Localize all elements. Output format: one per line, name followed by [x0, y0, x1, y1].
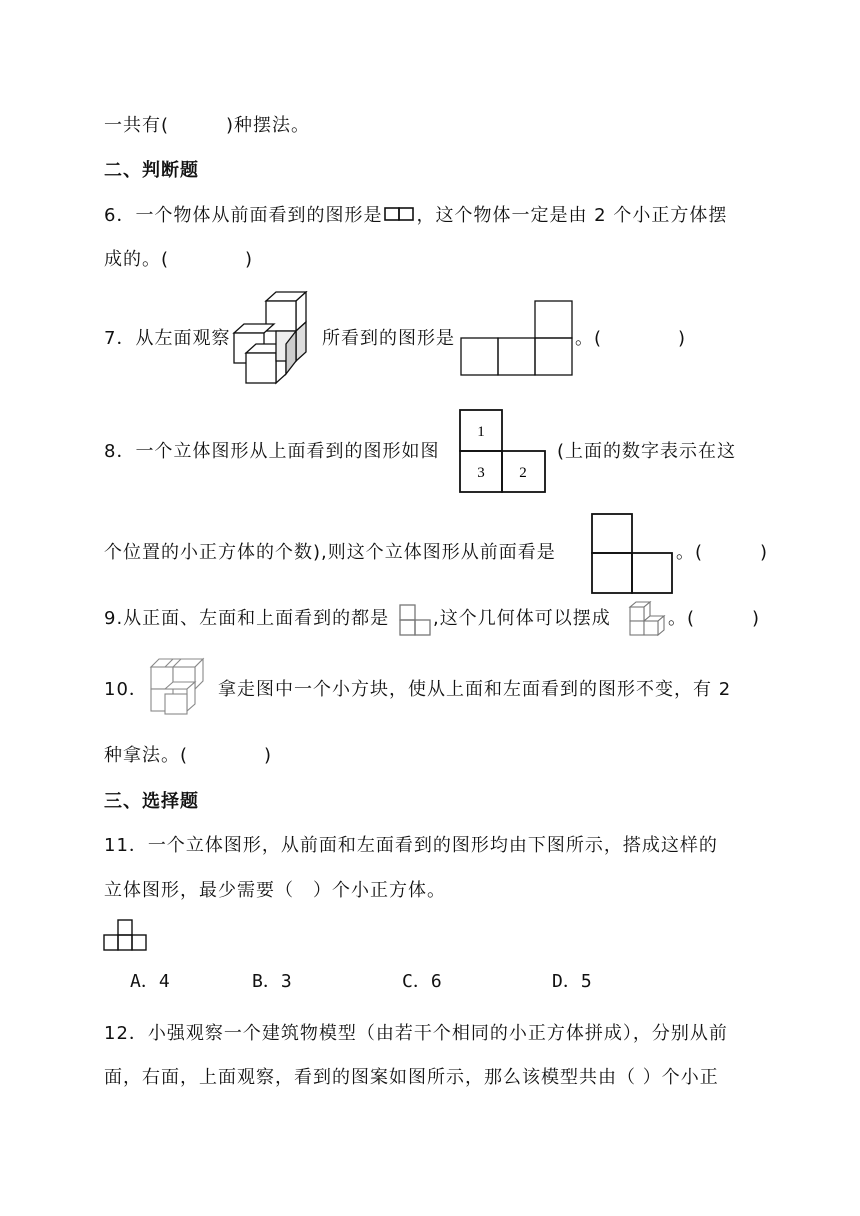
q10-cube-figure: [148, 656, 208, 718]
q9-solid-figure: [628, 600, 668, 638]
q10-text: 拿走图中一个小方块，使从上面和左面看到的图形不变，有 2: [218, 679, 732, 700]
q6-two-squares-figure: [384, 204, 414, 228]
q7-text-before: 7．从左面观察: [104, 328, 231, 349]
q7-cube-stack-figure: [232, 291, 312, 385]
q9-text-after: 。( ): [668, 608, 761, 629]
q11-line-1: 11．一个立体图形，从前面和左面看到的图形均由下图所示，搭成这样的: [104, 835, 718, 856]
q5-tail-text: 一共有( )种摆法。: [104, 115, 311, 136]
q9-three-view-figure: [399, 604, 433, 636]
q11-option-d[interactable]: D．5: [552, 971, 592, 992]
q9-text-middle: ,这个几何体可以摆成: [433, 608, 611, 629]
q8-line-2-before: 个位置的小正方体的个数),则这个立体图形从前面看是: [104, 542, 556, 563]
q7-view-figure: [460, 300, 573, 377]
q11-option-c[interactable]: C．6: [402, 971, 442, 992]
q11-view-figure: [103, 919, 149, 951]
section-heading-choice: 三、选择题: [104, 791, 199, 812]
question-6-line-1: [104, 204, 727, 228]
q8-top-view-grid: [459, 409, 547, 493]
q6-text-before: 6．一个物体从前面看到的图形是: [104, 205, 383, 226]
section-heading-judgment: 二、判断题: [104, 160, 199, 181]
q12-line-1: 12．小强观察一个建筑物模型（由若干个相同的小正方体拼成），分别从前: [104, 1023, 728, 1044]
q10-number: 10．: [104, 679, 148, 700]
q6-line-2: 成的。( ): [104, 249, 254, 270]
q7-text-after: 。( ): [575, 328, 687, 349]
q10-line-2: 种拿法。( ): [104, 745, 273, 766]
q12-line-2: 面，右面，上面观察，看到的图案如图所示，那么该模型共由（ ）个小正: [104, 1067, 719, 1088]
q8-line-2-after: 。( ): [676, 542, 769, 563]
q7-text-middle: 所看到的图形是: [322, 328, 455, 349]
q8-front-view-figure: [591, 513, 673, 594]
q8-text-before: 8．一个立体图形从上面看到的图形如图: [104, 441, 440, 462]
q11-option-b[interactable]: B．3: [252, 971, 292, 992]
q6-text-after: ，这个物体一定是由 2 个小正方体摆: [416, 205, 728, 226]
q9-text-before: 9.从正面、左面和上面看到的都是: [104, 608, 390, 629]
q8-grid-number-1: 1: [477, 424, 485, 440]
q11-line-2: 立体图形，最少需要（ ）个小正方体。: [104, 880, 446, 901]
q8-grid-number-3: 3: [477, 465, 485, 481]
q11-option-a[interactable]: A．4: [130, 971, 170, 992]
q8-grid-number-2: 2: [519, 465, 527, 481]
q8-text-after: (上面的数字表示在这: [557, 441, 737, 462]
